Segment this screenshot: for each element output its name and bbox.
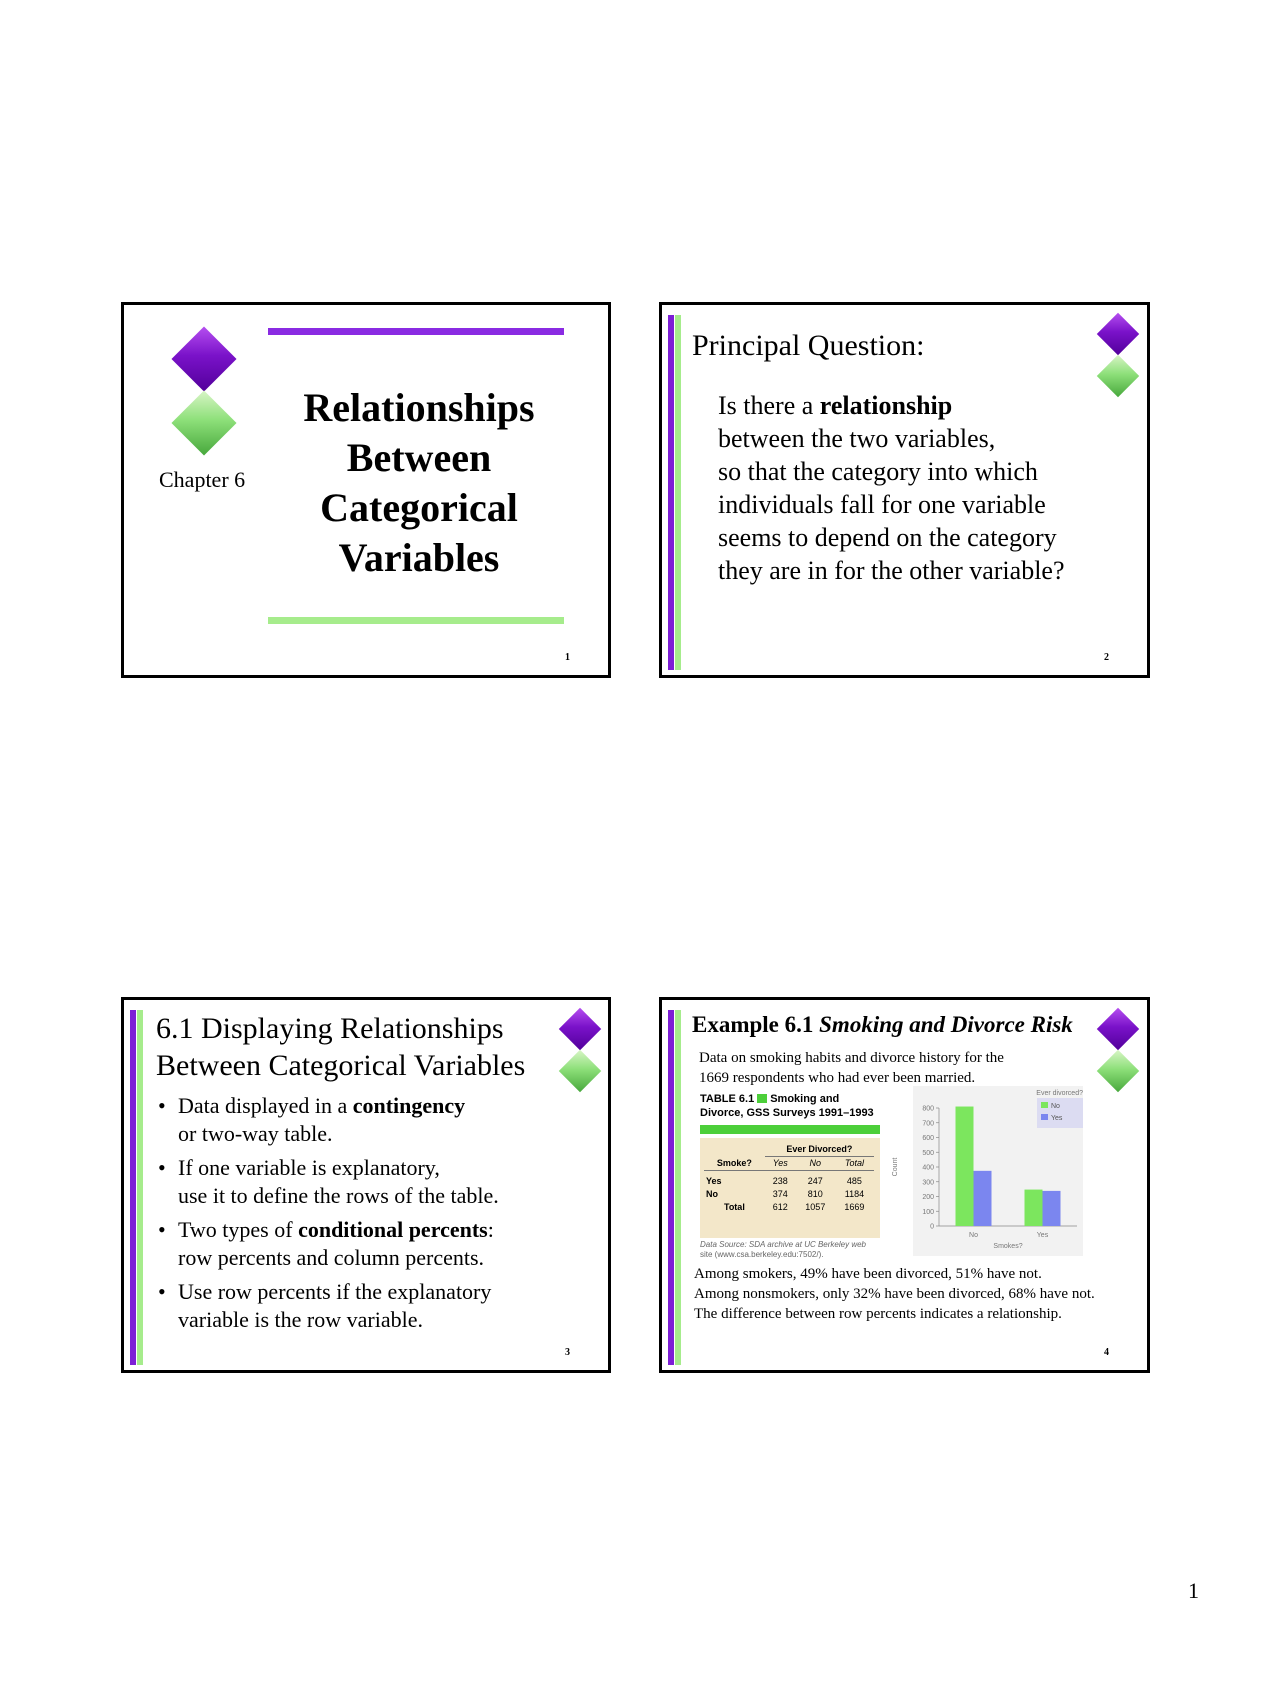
y-tick-label: 300 — [922, 1179, 934, 1187]
slide-4 — [659, 997, 1150, 1373]
legend-label: No — [1051, 1103, 1060, 1110]
title-line: Variables — [338, 535, 500, 580]
title-line: Relationships — [303, 385, 535, 430]
bullet-list — [156, 1092, 556, 1340]
table-row: No 374 810 1184 — [706, 1188, 865, 1199]
green-side-bar — [675, 1010, 681, 1365]
table-caption: TABLE 6.1 Smoking and Divorce, GSS Surveys 1991–1993 — [700, 1093, 874, 1119]
table-row: Total 612 1057 1669 — [723, 1201, 865, 1212]
legend-title: Ever divorced? — [1036, 1090, 1083, 1097]
y-tick-label: 800 — [922, 1105, 934, 1113]
body-line: so that the category into which — [718, 457, 1038, 486]
purple-diamond-icon — [171, 326, 236, 391]
table-accent-bar — [700, 1125, 880, 1134]
top-accent-bar — [268, 328, 564, 335]
body-line: between the two variables, — [718, 424, 996, 453]
slide-number: 4 — [1104, 1347, 1109, 1358]
list-item: • Data displayed in a contingency or two-way table. — [158, 1093, 466, 1146]
body-line: Is there a relationship — [718, 391, 953, 420]
bar-yes-no — [1025, 1190, 1043, 1226]
slide-heading: 6.1 Displaying Relationships Between Categorical Variables — [156, 1012, 526, 1082]
green-side-bar — [137, 1010, 143, 1365]
slide-body — [718, 389, 1098, 587]
caption-square-icon — [757, 1094, 767, 1103]
title-line: Between — [346, 435, 492, 480]
purple-diamond-icon — [1097, 313, 1139, 355]
y-tick-label: 0 — [930, 1223, 934, 1231]
green-side-bar — [675, 315, 681, 670]
slide-3 — [121, 997, 611, 1373]
table-header: Yes — [772, 1158, 788, 1168]
table-header: Total — [844, 1158, 865, 1168]
bar-chart — [887, 1086, 1087, 1256]
slide-number: 3 — [565, 1347, 570, 1358]
legend-swatch — [1041, 1102, 1048, 1108]
table-header: Smoke? — [716, 1157, 752, 1168]
y-tick-label: 200 — [922, 1194, 934, 1201]
body-line: seems to depend on the category — [718, 523, 1057, 552]
slide-number: 2 — [1104, 652, 1109, 663]
slide-number: 1 — [565, 652, 570, 663]
table-row: Yes 238 247 485 — [706, 1175, 862, 1186]
green-diamond-icon — [171, 390, 236, 455]
slide-heading: Principal Question: — [692, 329, 925, 362]
green-diamond-icon — [1097, 355, 1139, 397]
purple-diamond-icon — [1097, 1008, 1139, 1050]
slide-title — [274, 383, 564, 583]
body-line: individuals fall for one variable — [718, 490, 1046, 519]
y-tick-label: 600 — [922, 1135, 934, 1142]
y-tick-label: 500 — [922, 1149, 934, 1157]
table-source: Data Source: SDA archive at UC Berkeley web site (www.csa.berkeley.edu:7502/). — [700, 1240, 866, 1259]
contingency-table — [700, 1138, 880, 1238]
list-item: • Use row percents if the explanatory variable is the row variable. — [158, 1279, 492, 1332]
x-tick-label: No — [969, 1232, 978, 1239]
y-tick-label: 100 — [922, 1208, 934, 1216]
x-tick-label: Yes — [1036, 1232, 1049, 1239]
intro-text: Data on smoking habits and divorce history for the 1669 respondents who had ever been married. — [699, 1050, 1004, 1086]
bar-no-no — [956, 1107, 974, 1226]
purple-side-bar — [668, 315, 674, 670]
bottom-accent-bar — [268, 617, 564, 624]
title-line: Categorical — [320, 485, 518, 530]
list-item: • Two types of conditional percents: row percents and column percents. — [158, 1217, 494, 1270]
slide-1 — [121, 302, 611, 678]
purple-side-bar — [668, 1010, 674, 1365]
slide-2 — [659, 302, 1150, 678]
green-diamond-icon — [1097, 1050, 1139, 1092]
y-tick-label: 400 — [922, 1164, 934, 1172]
emphasis-relationship: relationship — [819, 391, 953, 420]
table-header: No — [809, 1158, 822, 1168]
slide-heading: Example 6.1 Smoking and Divorce Risk — [692, 1012, 1073, 1037]
list-item: • If one variable is explanatory, use it to define the rows of the table. — [158, 1155, 499, 1208]
y-axis-label: Count — [892, 1157, 899, 1177]
bar-no-yes — [974, 1171, 992, 1226]
y-tick-label: 700 — [922, 1120, 934, 1128]
purple-side-bar — [130, 1010, 136, 1365]
summary-text: Among smokers, 49% have been divorced, 51% have not. Among nonsmokers, only 32% have been divorced, 68% have not. The difference between row percents indicates a relationship. — [694, 1266, 1095, 1322]
chapter-label: Chapter 6 — [159, 467, 246, 492]
bar-yes-yes — [1043, 1191, 1061, 1226]
page-number: 1 — [1188, 1578, 1199, 1603]
legend-swatch — [1041, 1114, 1048, 1120]
body-line: they are in for the other variable? — [718, 556, 1065, 585]
legend-label: Yes — [1051, 1115, 1063, 1122]
x-axis-label: Smokes? — [993, 1243, 1023, 1250]
table-group-header: Ever Divorced? — [765, 1143, 874, 1157]
